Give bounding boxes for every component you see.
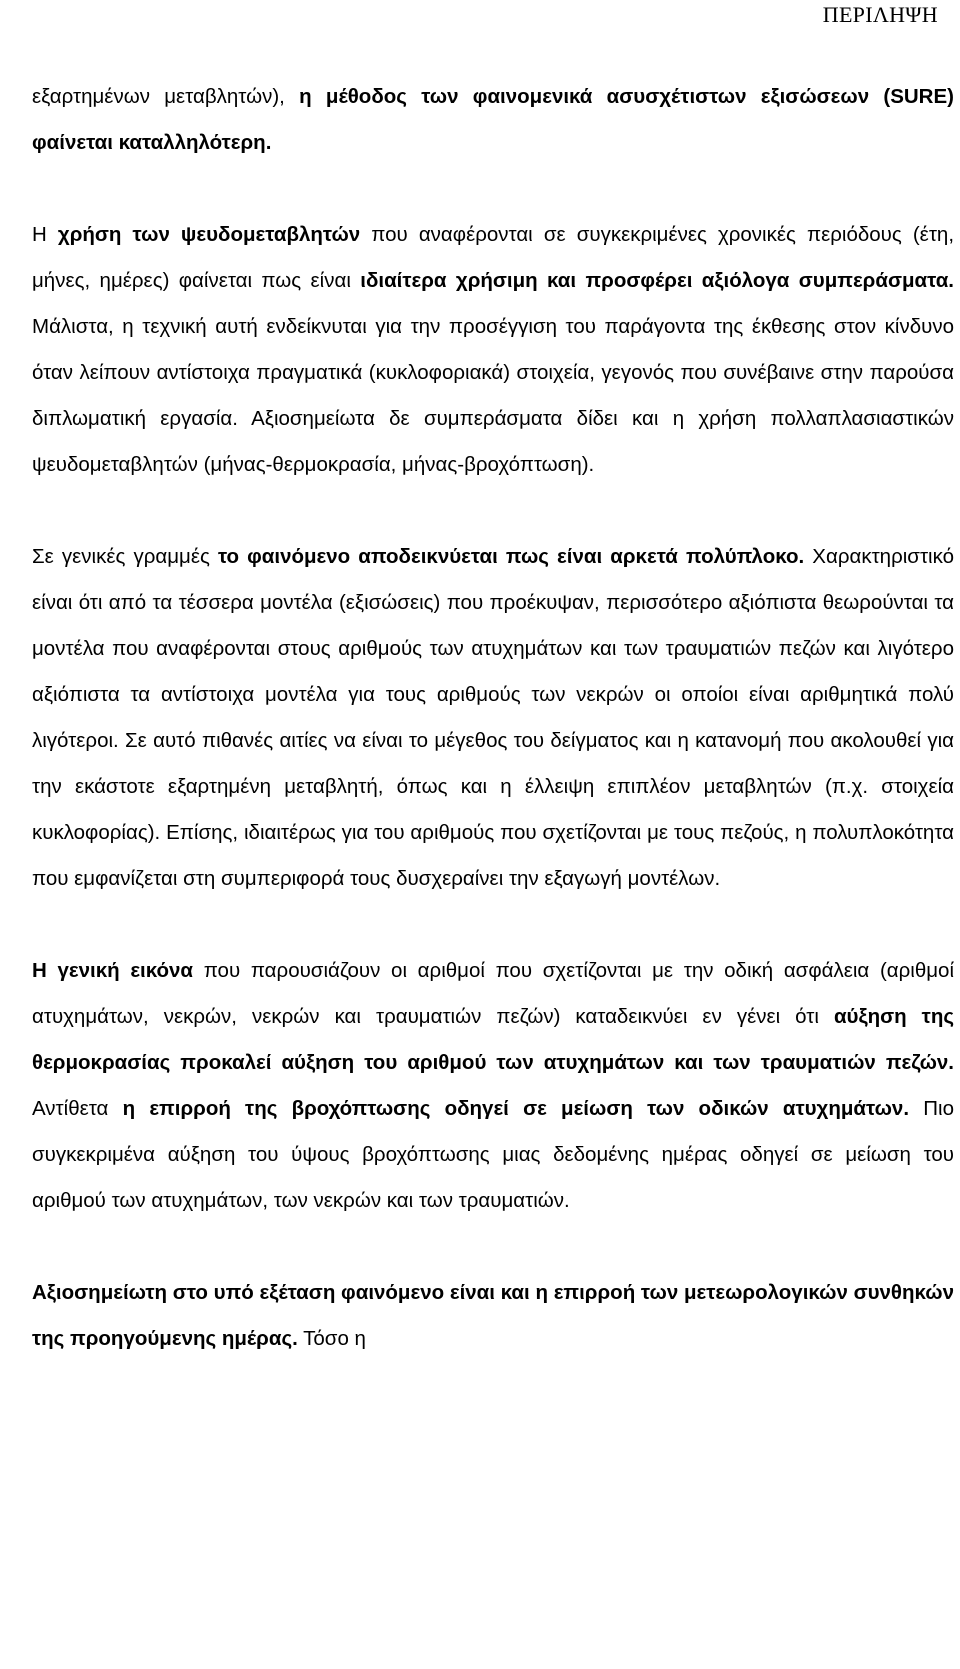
paragraph-general-picture (32, 948, 954, 1224)
text-segment: Αντίθετα (32, 1097, 123, 1120)
paragraph-method-conclusion (32, 74, 954, 166)
text-segment: εξαρτημένων μεταβλητών), (32, 85, 300, 108)
paragraph-complexity (32, 534, 954, 902)
text-segment-bold: η μέθοδος των φαινομενικά ασυσχέτιστων εξισώσεων (SURE) φαίνεται καταλληλότερη. (32, 85, 954, 154)
text-segment-bold: η επιρροή της βροχόπτωσης οδηγεί σε μείωση των οδικών ατυχημάτων. (122, 1097, 910, 1120)
paragraph-dummy-variables (32, 212, 954, 488)
running-header-title: ΠΕΡΙΛΗΨΗ (822, 2, 938, 27)
text-segment: που αναφέρονται σε συγκεκριμένες χρονικές περιόδους (έτη, μήνες, ημέρες) φαίνεται πως είναι (32, 223, 955, 292)
paragraph-previous-day-conditions (32, 1270, 954, 1362)
text-segment: Πιο συγκεκριμένα αύξηση του ύψους βροχόπτωσης μιας δεδομένης ημέρας οδηγεί σε μείωση του αριθμού των ατυχημάτων, των νεκρών και των τραυματιών. (32, 1097, 954, 1212)
document-body (32, 74, 954, 1362)
text-segment-bold: Η γενική εικόνα (32, 959, 194, 982)
text-segment-bold: χρήση των ψευδομεταβλητών (57, 223, 361, 246)
text-segment: Χαρακτηριστικό είναι ότι από τα τέσσερα μοντέλα (εξισώσεις) που προέκυψαν, περισσότερο αξιόπιστα θεωρούνται τα μοντέλα που αναφέρονται στους αριθμούς των ατυχημάτων και των τραυματιών πεζών και λιγότερο αξιόπιστα τα αντίστοιχα μοντέλα για τους αριθμούς των νεκρών οι οποίοι είναι αριθμητικά πολύ λιγότεροι. Σε αυτό πιθανές αιτίες να είναι το μέγεθος του δείγματος και η κατανομή που ακολουθεί για την εκάστοτε εξαρτημένη μεταβλητή, όπως και η έλλειψη επιπλέον μεταβλητών (π.χ. στοιχεία κυκλοφορίας). Επίσης, ιδιαιτέρως για του αριθμούς που σχετίζονται με τους πεζούς, η πολυπλοκότητα που εμφανίζεται στη συμπεριφορά τους δυσχεραίνει την εξαγωγή μοντέλων. (32, 545, 954, 890)
text-segment: Η (32, 223, 58, 246)
text-segment-bold: Αξιοσημείωτη στο υπό εξέταση φαινόμενο είναι και η επιρροή των μετεωρολογικών συνθηκών της προηγούμενης ημέρας. (32, 1281, 954, 1350)
text-segment: Μάλιστα, η τεχνική αυτή ενδείκνυται για την προσέγγιση του παράγοντα της έκθεσης στον κίνδυνο όταν λείπουν αντίστοιχα πραγματικά (κυκλοφοριακά) στοιχεία, γεγονός που συνέβαινε στην παρούσα διπλωματική εργασία. Αξιοσημείωτα δε συμπεράσματα δίδει και η χρήση πολλαπλασιαστικών ψευδομεταβλητών (μήνας-θερμοκρασία, μήνας-βροχόπτωση). (32, 315, 954, 476)
text-segment-bold: το φαινόμενο αποδεικνύεται πως είναι αρκετά πολύπλοκο. (217, 545, 805, 568)
text-segment-bold: ιδιαίτερα χρήσιμη και προσφέρει αξιόλογα συμπεράσματα. (360, 269, 955, 292)
text-segment: Σε γενικές γραμμές (32, 545, 218, 568)
text-segment: Τόσο η (297, 1327, 366, 1350)
text-segment-bold: αύξηση της θερμοκρασίας προκαλεί αύξηση του αριθμού των ατυχημάτων και των τραυματιών πεζών. (32, 1005, 955, 1074)
text-segment: που παρουσιάζουν οι αριθμοί που σχετίζονται με την οδική ασφάλεια (αριθμοί ατυχημάτων, νεκρών, νεκρών και τραυματιών πεζών) καταδεικνύει εν γένει ότι (32, 959, 954, 1028)
